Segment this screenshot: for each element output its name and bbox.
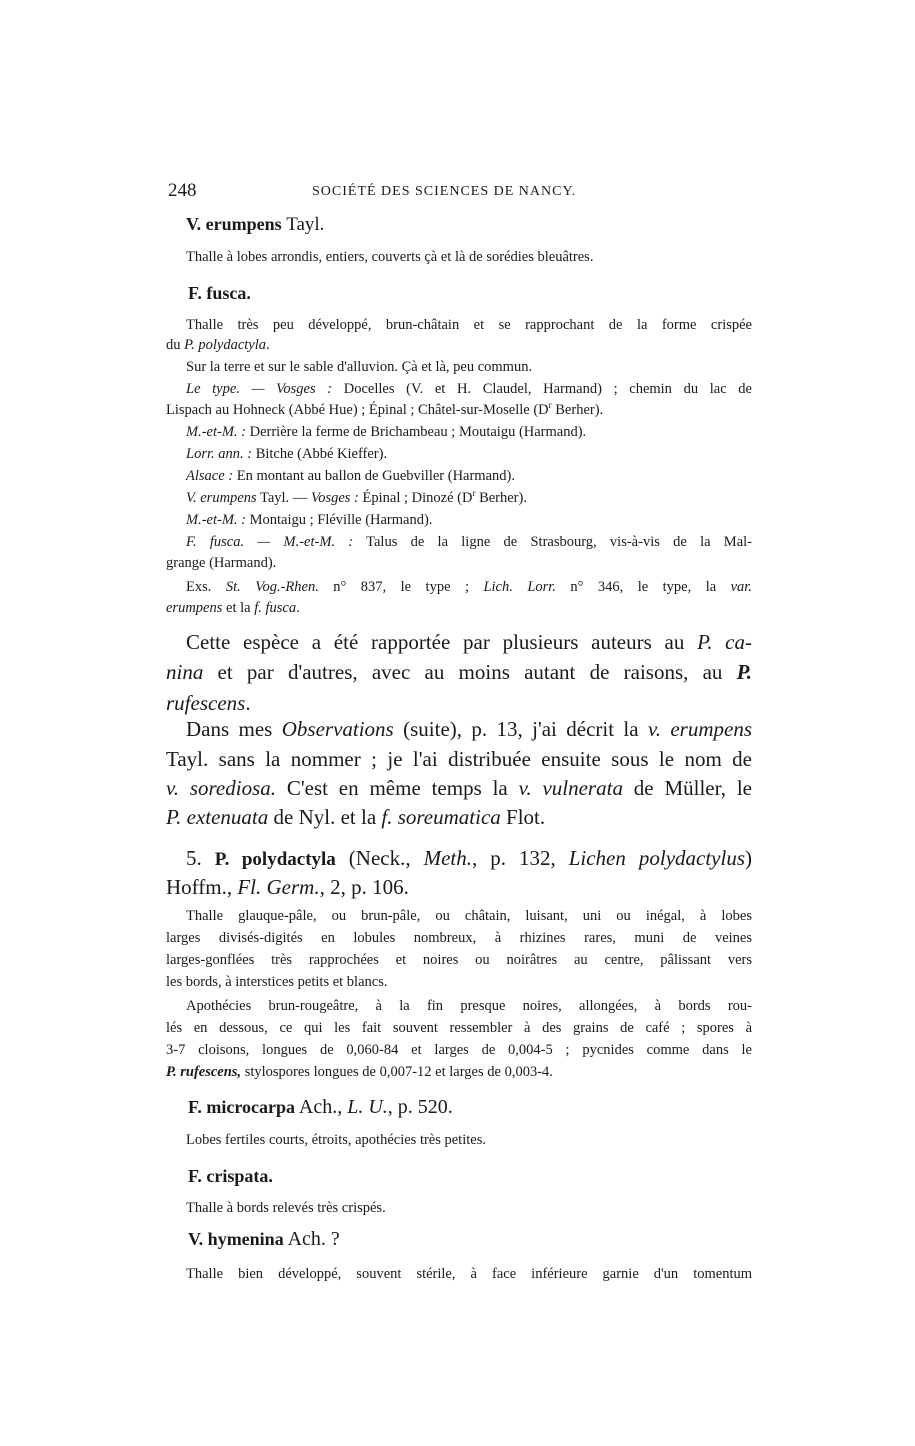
- variety-name: V. erumpens: [186, 214, 282, 234]
- locality-alsace: Alsace : En montant au ballon de Guebviller (Harmand).: [186, 468, 515, 484]
- paragraph-2-line2: Tayl. sans la nommer ; je l'ai distribuée ensuite sous le nom de: [166, 747, 752, 771]
- paragraph-hymenina: Thalle bien développé, souvent stérile, à face inférieure garnie d'un tomentum: [186, 1266, 752, 1282]
- page-number: 248: [168, 180, 197, 201]
- paragraph-fusca-line1: Thalle très peu développé, brun-châtain et se rapprochant de la forme crispée: [186, 317, 752, 333]
- locality-mm: M.-et-M. : Derrière la ferme de Brichambeau ; Moutaigu (Harmand).: [186, 424, 587, 440]
- locality-lorraine: Lorr. ann. : Bitche (Abbé Kieffer).: [186, 446, 388, 462]
- locality-f-fusca-line1: F. fusca. — M.-et-M. : Talus de la ligne de Strasbourg, vis-à-vis de la Mal-: [186, 534, 752, 550]
- paragraph-fusca-line2: du P. polydactyla.: [166, 337, 270, 353]
- locality-var-erumpens: V. erumpens Tayl. — Vosges : Épinal ; Dinozé ($D^r$ Berher).: [186, 488, 527, 506]
- locality-type-line1: Le type. — Vosges : Docelles (V. et H. Claudel, Harmand) ; chemin du lac de: [186, 381, 752, 397]
- apothecies-line2: lés en dessous, ce qui les fait souvent ressembler à des grains de café ; spores à: [166, 1020, 752, 1036]
- locality-type-line2: Lispach au Hohneck (Abbé Hue) ; Épinal ; Châtel-sur-Moselle ($D^r$ Berher).: [166, 400, 604, 418]
- paragraph-erumpens: Thalle à lobes arrondis, entiers, couverts çà et là de sorédies bleuâtres.: [186, 249, 594, 265]
- paragraph-2-line4: P. extenuata de Nyl. et la f. soreumatica Flot.: [166, 805, 546, 829]
- species-5-heading-line1: 5. P. polydactyla (Neck., Meth., p. 132, Lichen polydactylus): [186, 846, 753, 870]
- exsiccatae-line2: erumpens et la f. fusca.: [166, 600, 300, 616]
- paragraph-1-line2: nina et par d'autres, avec au moins autant de raisons, au P.: [166, 660, 752, 684]
- paragraph-microcarpa: Lobes fertiles courts, étroits, apothécies très petites.: [186, 1132, 486, 1148]
- description-5-line4: les bords, à interstices petits et blancs.: [166, 974, 388, 990]
- species-5-heading-line2: Hoffm., Fl. Germ., 2, p. 106.: [166, 875, 409, 899]
- paragraph-1-line3: rufescens.: [166, 691, 251, 715]
- apothecies-line3: 3-7 cloisons, longues de 0,060-84 et larges de 0,004-5 ; pycnides comme dans le: [166, 1042, 752, 1058]
- description-5-line3: larges-gonflées très rapprochées et noires ou noirâtres au centre, pâlissant vers: [166, 952, 752, 968]
- exsiccatae-line1: Exs. St. Vog.-Rhen. n° 837, le type ; Lich. Lorr. n° 346, le type, la var.: [186, 579, 752, 595]
- variety-heading-erumpens: [186, 214, 324, 236]
- running-title: SOCIÉTÉ DES SCIENCES DE NANCY.: [312, 184, 577, 199]
- paragraph-2-line1: Dans mes Observations (suite), p. 13, j'ai décrit la v. erumpens: [186, 717, 752, 741]
- variety-author: Tayl.: [286, 214, 325, 235]
- description-5-line1: Thalle glauque-pâle, ou brun-pâle, ou châtain, luisant, uni ou inégal, à lobes: [186, 908, 752, 924]
- apothecies-line1: Apothécies brun-rougeâtre, à la fin presque noires, allongées, à bords rou-: [186, 998, 752, 1014]
- paragraph-2-line3: v. sorediosa. C'est en même temps la v. vulnerata de Müller, le: [166, 776, 753, 800]
- paragraph-habitat: Sur la terre et sur le sable d'alluvion. Çà et là, peu commun.: [186, 359, 533, 375]
- form-heading-crispata: F. crispata.: [188, 1166, 273, 1186]
- form-heading-microcarpa: F. microcarpa Ach., L. U., p. 520.: [188, 1096, 453, 1118]
- form-heading-fusca: F. fusca.: [188, 283, 251, 303]
- paragraph-crispata: Thalle à bords relevés très crispés.: [186, 1200, 386, 1216]
- variety-heading-hymenina: V. hymenina Ach. ?: [188, 1228, 340, 1250]
- paragraph-1-line1: Cette espèce a été rapportée par plusieurs auteurs au P. ca-: [186, 630, 752, 654]
- apothecies-line4: P. rufescens, stylospores longues de 0,007-12 et larges de 0,003-4.: [166, 1064, 553, 1080]
- locality-mm-2: M.-et-M. : Montaigu ; Fléville (Harmand).: [186, 512, 433, 528]
- description-5-line2: larges divisés-digités en lobules nombreux, à rhizines rares, muni de veines: [166, 930, 752, 946]
- locality-f-fusca-line2: grange (Harmand).: [166, 555, 277, 571]
